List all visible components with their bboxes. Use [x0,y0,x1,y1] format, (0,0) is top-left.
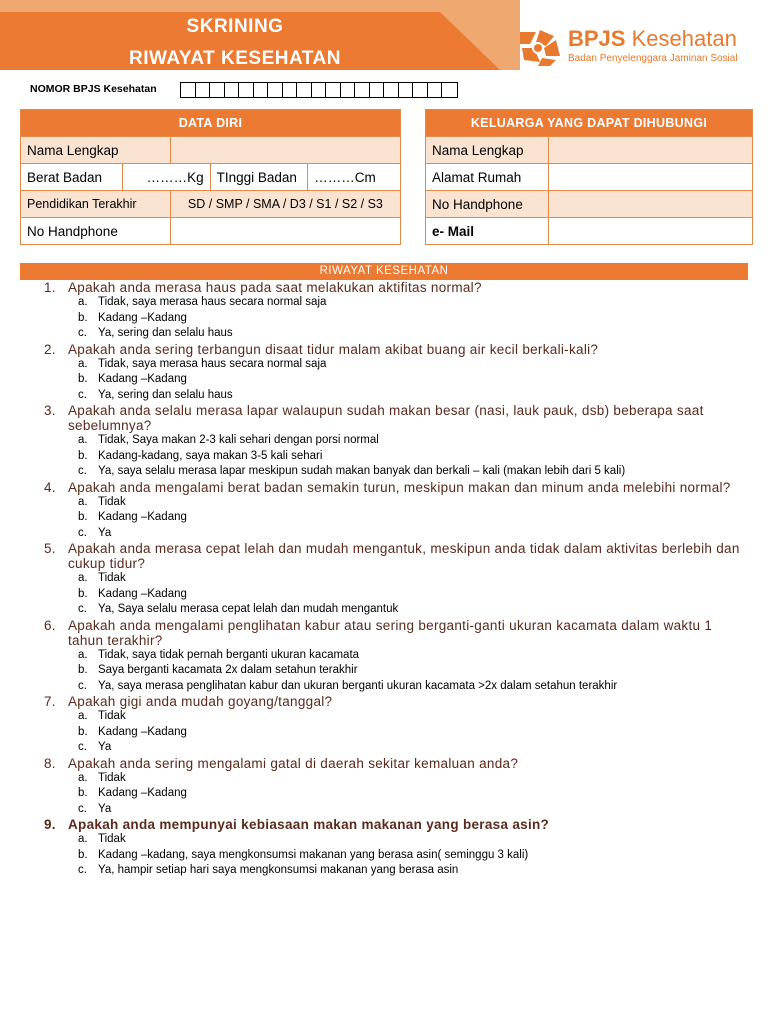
answer-option[interactable] [78,679,740,695]
question-list [40,280,740,879]
question-item [40,817,740,879]
option-text: Tidak [98,710,126,722]
answer-option[interactable] [78,311,740,327]
question-text [40,480,740,495]
pendidikan-options[interactable]: SD / SMP / SMA / D3 / S1 / S2 / S3 [170,191,400,218]
no-handphone-label: No Handphone [21,218,171,245]
question-text [40,342,740,357]
answer-option[interactable] [78,357,740,373]
option-letter: c. [78,802,87,815]
option-letter: b. [78,787,88,799]
option-text: Ya, sering dan selalu haus [98,327,233,339]
answer-option[interactable] [78,464,740,480]
option-letter: c. [78,741,87,753]
answer-option[interactable] [78,433,740,449]
question-text [40,618,740,648]
pendidikan-label: Pendidikan Terakhir [21,191,171,218]
option-list [40,295,740,342]
keluarga-hp-field[interactable] [548,191,752,218]
logo-wordmark: BPJS Kesehatan [568,26,737,51]
option-list [40,832,740,879]
option-letter: a. [78,357,88,370]
question-text [40,694,740,709]
keluarga-nama-field[interactable] [548,137,752,164]
answer-option[interactable] [78,372,740,388]
nomor-digit-box[interactable] [341,83,356,97]
nomor-digit-box[interactable] [428,83,443,97]
option-letter: a. [78,833,88,845]
option-text: Kadang –Kadang [98,587,187,600]
answer-option[interactable] [78,571,740,587]
option-letter: a. [78,434,88,446]
nomor-digit-box[interactable] [355,83,370,97]
email-label: e- Mail [426,218,549,245]
option-text: Tidak [98,771,126,784]
answer-option[interactable] [78,709,740,725]
option-text: Saya berganti kacamata 2x dalam setahun terakhir [98,664,358,676]
option-text: Ya, saya selalu merasa lapar meskipun sudah makan banyak dan berkali – kali (makan lebih dari 5 kali) [98,465,626,477]
option-letter: c. [78,388,87,401]
answer-option[interactable] [78,802,740,818]
option-list [40,709,740,756]
answer-option[interactable] [78,740,740,756]
question-item [40,480,740,542]
nomor-digit-box[interactable] [254,83,269,97]
form-title-line2: RIWAYAT KESEHATAN [129,48,341,69]
keluarga-nama-label: Nama Lengkap [426,137,549,164]
keluarga-heading: KELUARGA YANG DAPAT DIHUBUNGI [426,110,753,137]
option-letter: b. [78,848,88,861]
nomor-digit-box[interactable] [413,83,428,97]
option-letter: b. [78,311,88,324]
answer-option[interactable] [78,602,740,618]
option-text: Tidak [98,572,126,584]
option-letter: a. [78,495,88,508]
nomor-digit-box[interactable] [326,83,341,97]
option-text: Ya, sering dan selalu haus [98,388,233,401]
question-number: 5. [44,541,56,556]
answer-option[interactable] [78,725,740,741]
option-text: Tidak [98,833,126,845]
question-item [40,403,740,480]
alamat-rumah-field[interactable] [548,164,752,191]
option-letter: b. [78,449,88,462]
nomor-digit-box[interactable] [312,83,327,97]
option-text: Tidak, saya merasa haus secara normal saja [98,296,327,308]
nomor-digit-box[interactable] [370,83,385,97]
option-list [40,771,740,818]
option-text: Ya [98,802,112,815]
option-text: Kadang –Kadang [98,725,187,738]
answer-option[interactable] [78,388,740,404]
option-text: Tidak, saya tidak pernah berganti ukuran kacamata [98,648,360,661]
option-text: Ya, Saya selalu merasa cepat lelah dan mudah mengantuk [98,603,399,615]
berat-badan-label: Berat Badan [21,164,123,191]
question-item [40,694,740,756]
answer-option[interactable] [78,326,740,342]
option-letter: c. [78,864,87,876]
option-letter: b. [78,511,88,523]
option-list [40,357,740,404]
option-letter: c. [78,327,87,339]
answer-option[interactable] [78,449,740,465]
question-item [40,541,740,618]
question-text [40,403,740,433]
question-number: 4. [44,479,56,495]
option-text: Kadang-kadang, saya makan 3-5 kali sehari [98,449,323,462]
question-body: Apakah anda merasa cepat lelah dan mudah mengantuk, meskipun anda tidak dalam aktivitas berlebih dan cukup tidur? [68,541,740,571]
question-number: 9. [44,817,56,832]
option-list [40,571,740,618]
question-number: 3. [44,403,56,418]
question-number: 8. [44,755,56,771]
question-body: Apakah anda mempunyai kebiasaan makan makanan yang berasa asin? [68,817,550,832]
nomor-digit-box[interactable] [283,83,298,97]
nama-lengkap-field[interactable] [170,137,400,164]
nomor-bpjs-boxes[interactable] [180,82,458,98]
option-text: Ya, hampir setiap hari saya mengkonsumsi makanan yang berasa asin [98,864,459,876]
option-letter: a. [78,572,88,584]
option-text: Kadang –Kadang [98,373,187,385]
email-field[interactable] [548,218,752,245]
question-number: 1. [44,280,56,295]
option-letter: a. [78,648,88,661]
answer-option[interactable] [78,510,740,526]
question-text [40,817,740,832]
data-diri-table [20,109,401,245]
option-letter: b. [78,587,88,600]
answer-option[interactable] [78,863,740,879]
option-text: Ya, saya merasa penglihatan kabur dan ukuran berganti ukuran kacamata >2x dalam setahun terakhir [98,679,618,692]
option-text: Kadang –Kadang [98,511,187,523]
option-text: Tidak, saya merasa haus secara normal saja [98,357,327,370]
option-text: Ya [98,741,112,753]
nomor-digit-box[interactable] [181,83,196,97]
option-list [40,648,740,695]
option-list [40,433,740,480]
option-letter: a. [78,296,88,308]
tinggi-badan-label: TInggi Badan [210,164,308,191]
question-body: Apakah anda selalu merasa lapar walaupun sudah makan besar (nasi, lauk pauk, dsb) beberapa saat sebelumnya? [68,403,704,433]
nomor-digit-box[interactable] [297,83,312,97]
option-text: Kadang –kadang, saya mengkonsumsi makanan yang berasa asin( seminggu 3 kali) [98,848,529,861]
option-letter: a. [78,771,88,784]
question-number: 7. [44,694,56,709]
option-letter: b. [78,664,88,676]
answer-option[interactable] [78,832,740,848]
option-letter: c. [78,603,87,615]
answer-option[interactable] [78,771,740,787]
option-letter: c. [78,526,87,539]
answer-option[interactable] [78,786,740,802]
question-number: 2. [44,341,56,357]
option-letter: c. [78,465,87,477]
nomor-digit-box[interactable] [196,83,211,97]
question-body: Apakah gigi anda mudah goyang/tanggal? [68,694,333,709]
question-item [40,280,740,342]
answer-option[interactable] [78,295,740,311]
option-text: Kadang –Kadang [98,787,187,799]
keluarga-table [425,109,753,245]
nomor-digit-box[interactable] [268,83,283,97]
riwayat-kesehatan-heading: RIWAYAT KESEHATAN [20,263,748,280]
option-letter: b. [78,725,88,738]
alamat-rumah-label: Alamat Rumah [426,164,549,191]
logo-subtitle: Badan Penyelenggara Jaminan Sosial [568,53,738,64]
keluarga-hp-label: No Handphone [426,191,549,218]
question-item [40,618,740,695]
question-body: Apakah anda mengalami berat badan semakin turun, meskipun makan dan minum anda melebihi normal? [68,479,731,495]
form-title-line1: SKRINING [186,16,284,37]
question-body: Apakah anda sering terbangun disaat tidur malam akibat buang air kecil berkali-kali? [68,341,599,357]
no-handphone-field[interactable] [170,218,400,245]
nomor-digit-box[interactable] [225,83,240,97]
data-diri-heading: DATA DIRI [21,110,401,137]
question-text [40,541,740,571]
tinggi-badan-field[interactable]: ………Cm [308,164,401,191]
bpjs-emblem-icon [516,26,562,66]
option-letter: c. [78,679,87,692]
answer-option[interactable] [78,526,740,542]
nama-lengkap-label: Nama Lengkap [21,137,171,164]
nomor-digit-box[interactable] [239,83,254,97]
nomor-digit-box[interactable] [384,83,399,97]
nomor-digit-box[interactable] [399,83,414,97]
answer-option[interactable] [78,587,740,603]
option-letter: a. [78,710,88,722]
question-text [40,280,740,295]
answer-option[interactable] [78,663,740,679]
answer-option[interactable] [78,648,740,664]
question-body: Apakah anda mengalami penglihatan kabur atau sering berganti-ganti ukuran kacamata dalam waktu 1 tahun terakhir? [68,617,713,648]
answer-option[interactable] [78,848,740,864]
nomor-bpjs-label: NOMOR BPJS Kesehatan [30,83,157,95]
nomor-digit-box[interactable] [442,83,457,97]
question-item [40,342,740,404]
option-text: Tidak [98,495,126,508]
option-text: Kadang –Kadang [98,311,187,324]
question-body: Apakah anda merasa haus pada saat melakukan aktifitas normal? [68,280,482,295]
option-text: Tidak, Saya makan 2-3 kali sehari dengan porsi normal [98,434,379,446]
nomor-digit-box[interactable] [210,83,225,97]
option-letter: b. [78,373,88,385]
berat-badan-field[interactable]: ………Kg [122,164,210,191]
answer-option[interactable] [78,495,740,511]
option-list [40,495,740,542]
option-text: Ya [98,526,112,539]
question-body: Apakah anda sering mengalami gatal di daerah sekitar kemaluan anda? [68,755,519,771]
question-number: 6. [44,617,56,633]
question-item [40,756,740,818]
bpjs-logo [516,26,764,68]
question-text [40,756,740,771]
